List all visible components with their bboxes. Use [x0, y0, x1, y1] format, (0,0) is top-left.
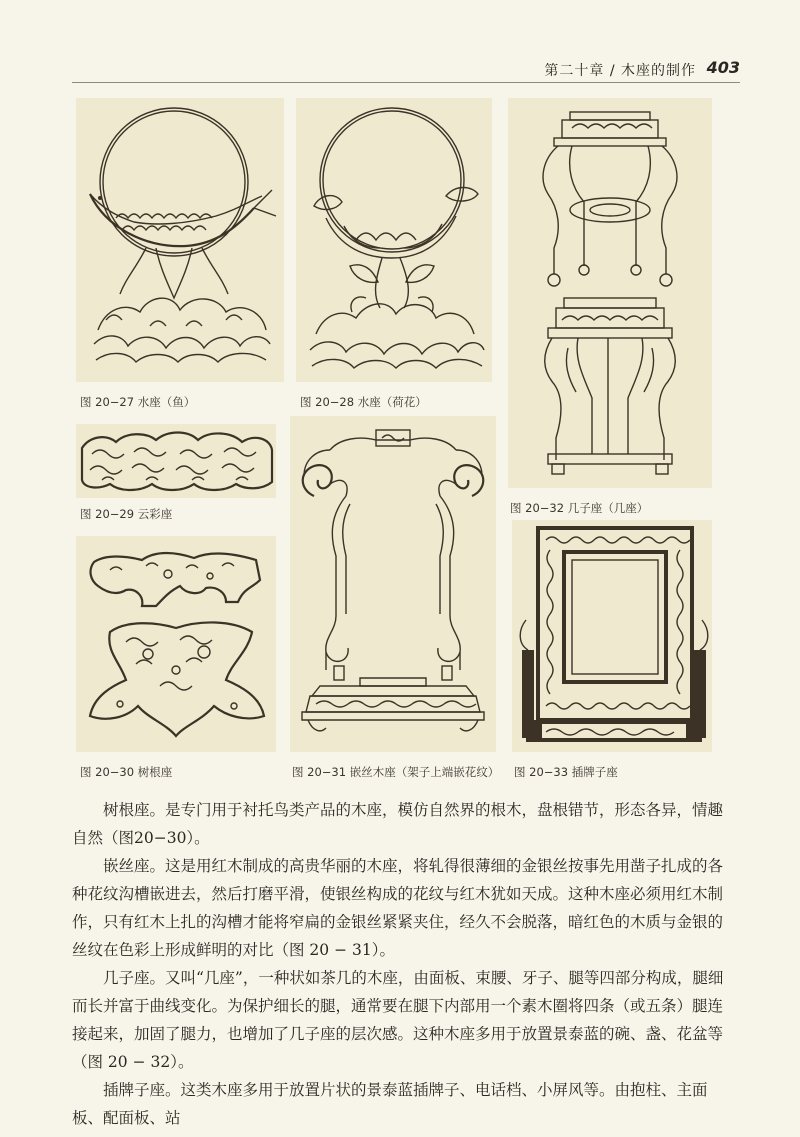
- running-header: [72, 56, 740, 83]
- paragraph: 插牌子座。这类木座多用于放置片状的景泰蓝插牌子、电话档、小屏风等。由抱柱、主面板、配面板、站: [72, 1081, 708, 1127]
- paragraph: 嵌丝座。这是用红木制成的高贵华丽的木座，将轧得很薄细的金银丝按事先用凿子扎成的各种花纹沟槽嵌进去，然后打磨平滑，使银丝构成的花纹与红木犹如天成。这种木座必须用红木制作，只有红木上扎的沟槽才能将窄扁的金银丝紧紧夹住，经久不会脱落，暗红色的木质与金银的丝纹在色彩上形成鲜明的对比（图 20 − 31）。: [72, 857, 724, 959]
- page-number: 403: [706, 58, 740, 77]
- figure-20-33-illustration: [512, 520, 712, 752]
- paragraph: 几子座。又叫“几座”，一种状如茶几的木座，由面板、束腰、牙子、腿等四部分构成，腿细而长并富于曲线变化。为保护细长的腿，通常要在腿下内部用一个素木圈将四条（或五条）腿连接起来，加固了腿力，也增加了几子座的层次感。这种木座多用于放置景泰蓝的碗、盏、花盆等（图 20 − 32）。: [72, 969, 724, 1071]
- figure-20-29-illustration: [76, 424, 276, 498]
- figure-caption: 图 20−31 嵌丝木座（架子上端嵌花纹）: [292, 765, 500, 779]
- figure-caption: 图 20−27 水座（鱼）: [80, 395, 196, 409]
- figure-20-27-illustration: [76, 98, 284, 382]
- figure-20-32-illustration: [508, 98, 712, 488]
- figure-20-31-illustration: [290, 416, 496, 752]
- figure-caption: 图 20−33 插牌子座: [514, 765, 618, 779]
- figure-20-30-illustration: [76, 536, 276, 752]
- figure-caption: 图 20−30 树根座: [80, 765, 173, 779]
- body-text: [72, 796, 734, 1132]
- figure-caption: 图 20−32 几子座（几座）: [510, 501, 649, 515]
- chapter-title: 第二十章 / 木座的制作: [544, 63, 696, 79]
- figure-20-28-illustration: [296, 98, 492, 382]
- paragraph: 树根座。是专门用于衬托鸟类产品的木座，模仿自然界的根木，盘根错节，形态各异，情趣自然（图20−30）。: [72, 801, 724, 847]
- figure-caption: 图 20−28 水座（荷花）: [300, 395, 427, 409]
- figure-caption: 图 20−29 云彩座: [80, 507, 173, 521]
